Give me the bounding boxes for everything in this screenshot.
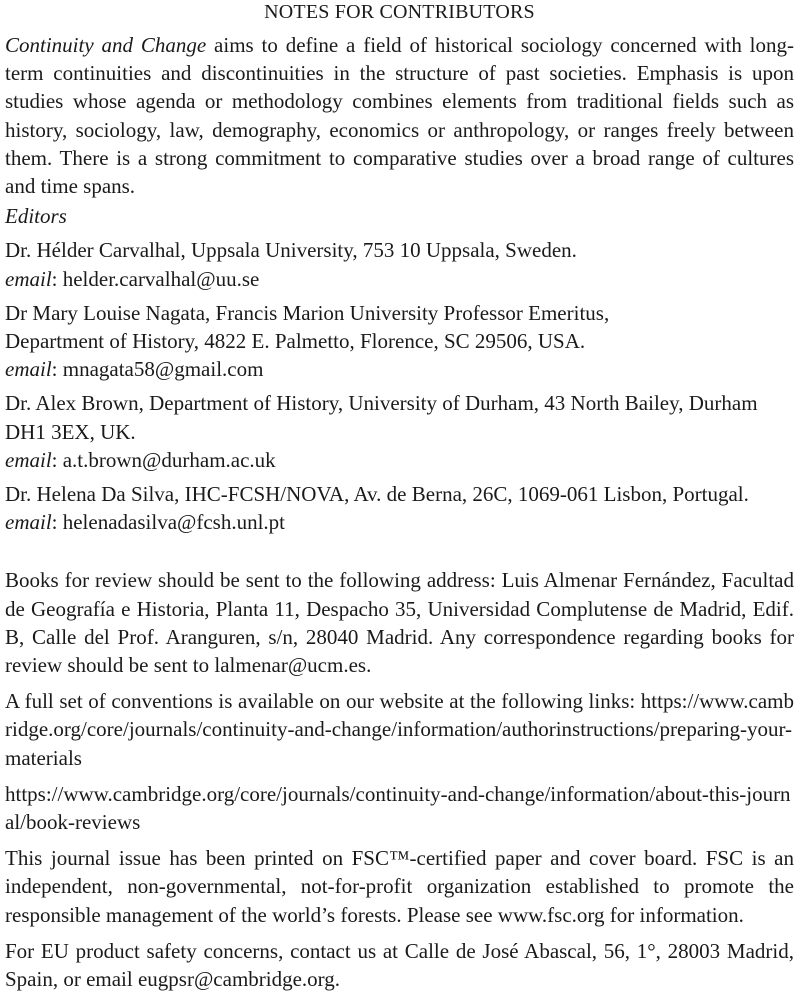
books-review-paragraph: Books for review should be sent to the following address: Luis Almenar Fernández, Facultad de Geografía e Historia, Planta 11, Despacho 35, Universidad Complutense de Madrid, Edif. B, Calle del Prof. Aranguren, s/n, 28040 Madrid. Any correspondence regarding books for review should be sent to lalmenar@ucm.es.	[5, 568, 794, 678]
intro-paragraph	[5, 31, 794, 200]
editor-entry	[5, 480, 794, 536]
editor-address: Dr. Helena Da Silva, IHC-FCSH/NOVA, Av. de Berna, 26C, 1069-061 Lisbon, Portugal.	[5, 482, 749, 507]
editor-entry	[5, 389, 794, 474]
editor-email[interactable]: : a.t.brown@durham.ac.uk	[51, 447, 276, 472]
intro-text: aims to define a field of historical sociology concerned with long-term continuities and discontinuities in the structure of past societies. Emphasis is upon studies whose agenda or methodology combines elements from traditional fields such as history, sociology, law, demography, economics or anthropology, or ranges freely between them. There is a strong commitment to comparative studies over a broad range of cultures and time spans.	[5, 33, 794, 199]
editor-email[interactable]: : mnagata58@gmail.com	[51, 357, 264, 382]
editors-heading: Editors	[5, 204, 67, 229]
book-reviews-link[interactable]: https://www.cambridge.org/core/journals/continuity-and-change/information/about-this-journal/book-reviews	[5, 781, 791, 835]
editor-entry	[5, 236, 794, 292]
editor-entry	[5, 299, 794, 384]
editor-email[interactable]: : helenadasilva@fcsh.unl.pt	[51, 510, 286, 535]
email-label: email	[5, 357, 52, 382]
conventions-paragraph: A full set of conventions is available on our website at the following links: https://www.cambridge.org/core/journals/continuity-and-change/information/authorinstructions/preparing-your-materials	[5, 689, 794, 770]
email-label: email	[5, 510, 52, 535]
section-spacer	[5, 542, 794, 566]
editor-address: Dr Mary Louise Nagata, Francis Marion University Professor Emeritus, Department of History, 4822 E. Palmetto, Florence, SC 29506, USA.	[5, 300, 610, 354]
fsc-notice-paragraph: This journal issue has been printed on FSC™-certified paper and cover board. FSC is an independent, non-governmental, not-for-profit organization established to promote the responsible management of the world’s forests. Please see www.fsc.org for information.	[5, 846, 794, 927]
email-label: email	[5, 447, 52, 472]
eu-safety-paragraph: For EU product safety concerns, contact us at Calle de José Abascal, 56, 1°, 28003 Madrid, Spain, or email eugpsr@cambridge.org.	[5, 938, 794, 992]
email-label: email	[5, 266, 52, 291]
page-title: NOTES FOR CONTRIBUTORS	[264, 1, 535, 23]
editor-address: Dr. Hélder Carvalhal, Uppsala University, 753 10 Uppsala, Sweden.	[5, 238, 577, 263]
editor-address: Dr. Alex Brown, Department of History, University of Durham, 43 North Bailey, Durham DH1 3EX, UK.	[5, 391, 758, 444]
editor-email[interactable]: : helder.carvalhal@uu.se	[51, 266, 260, 291]
journal-name: Continuity and Change	[5, 33, 207, 57]
